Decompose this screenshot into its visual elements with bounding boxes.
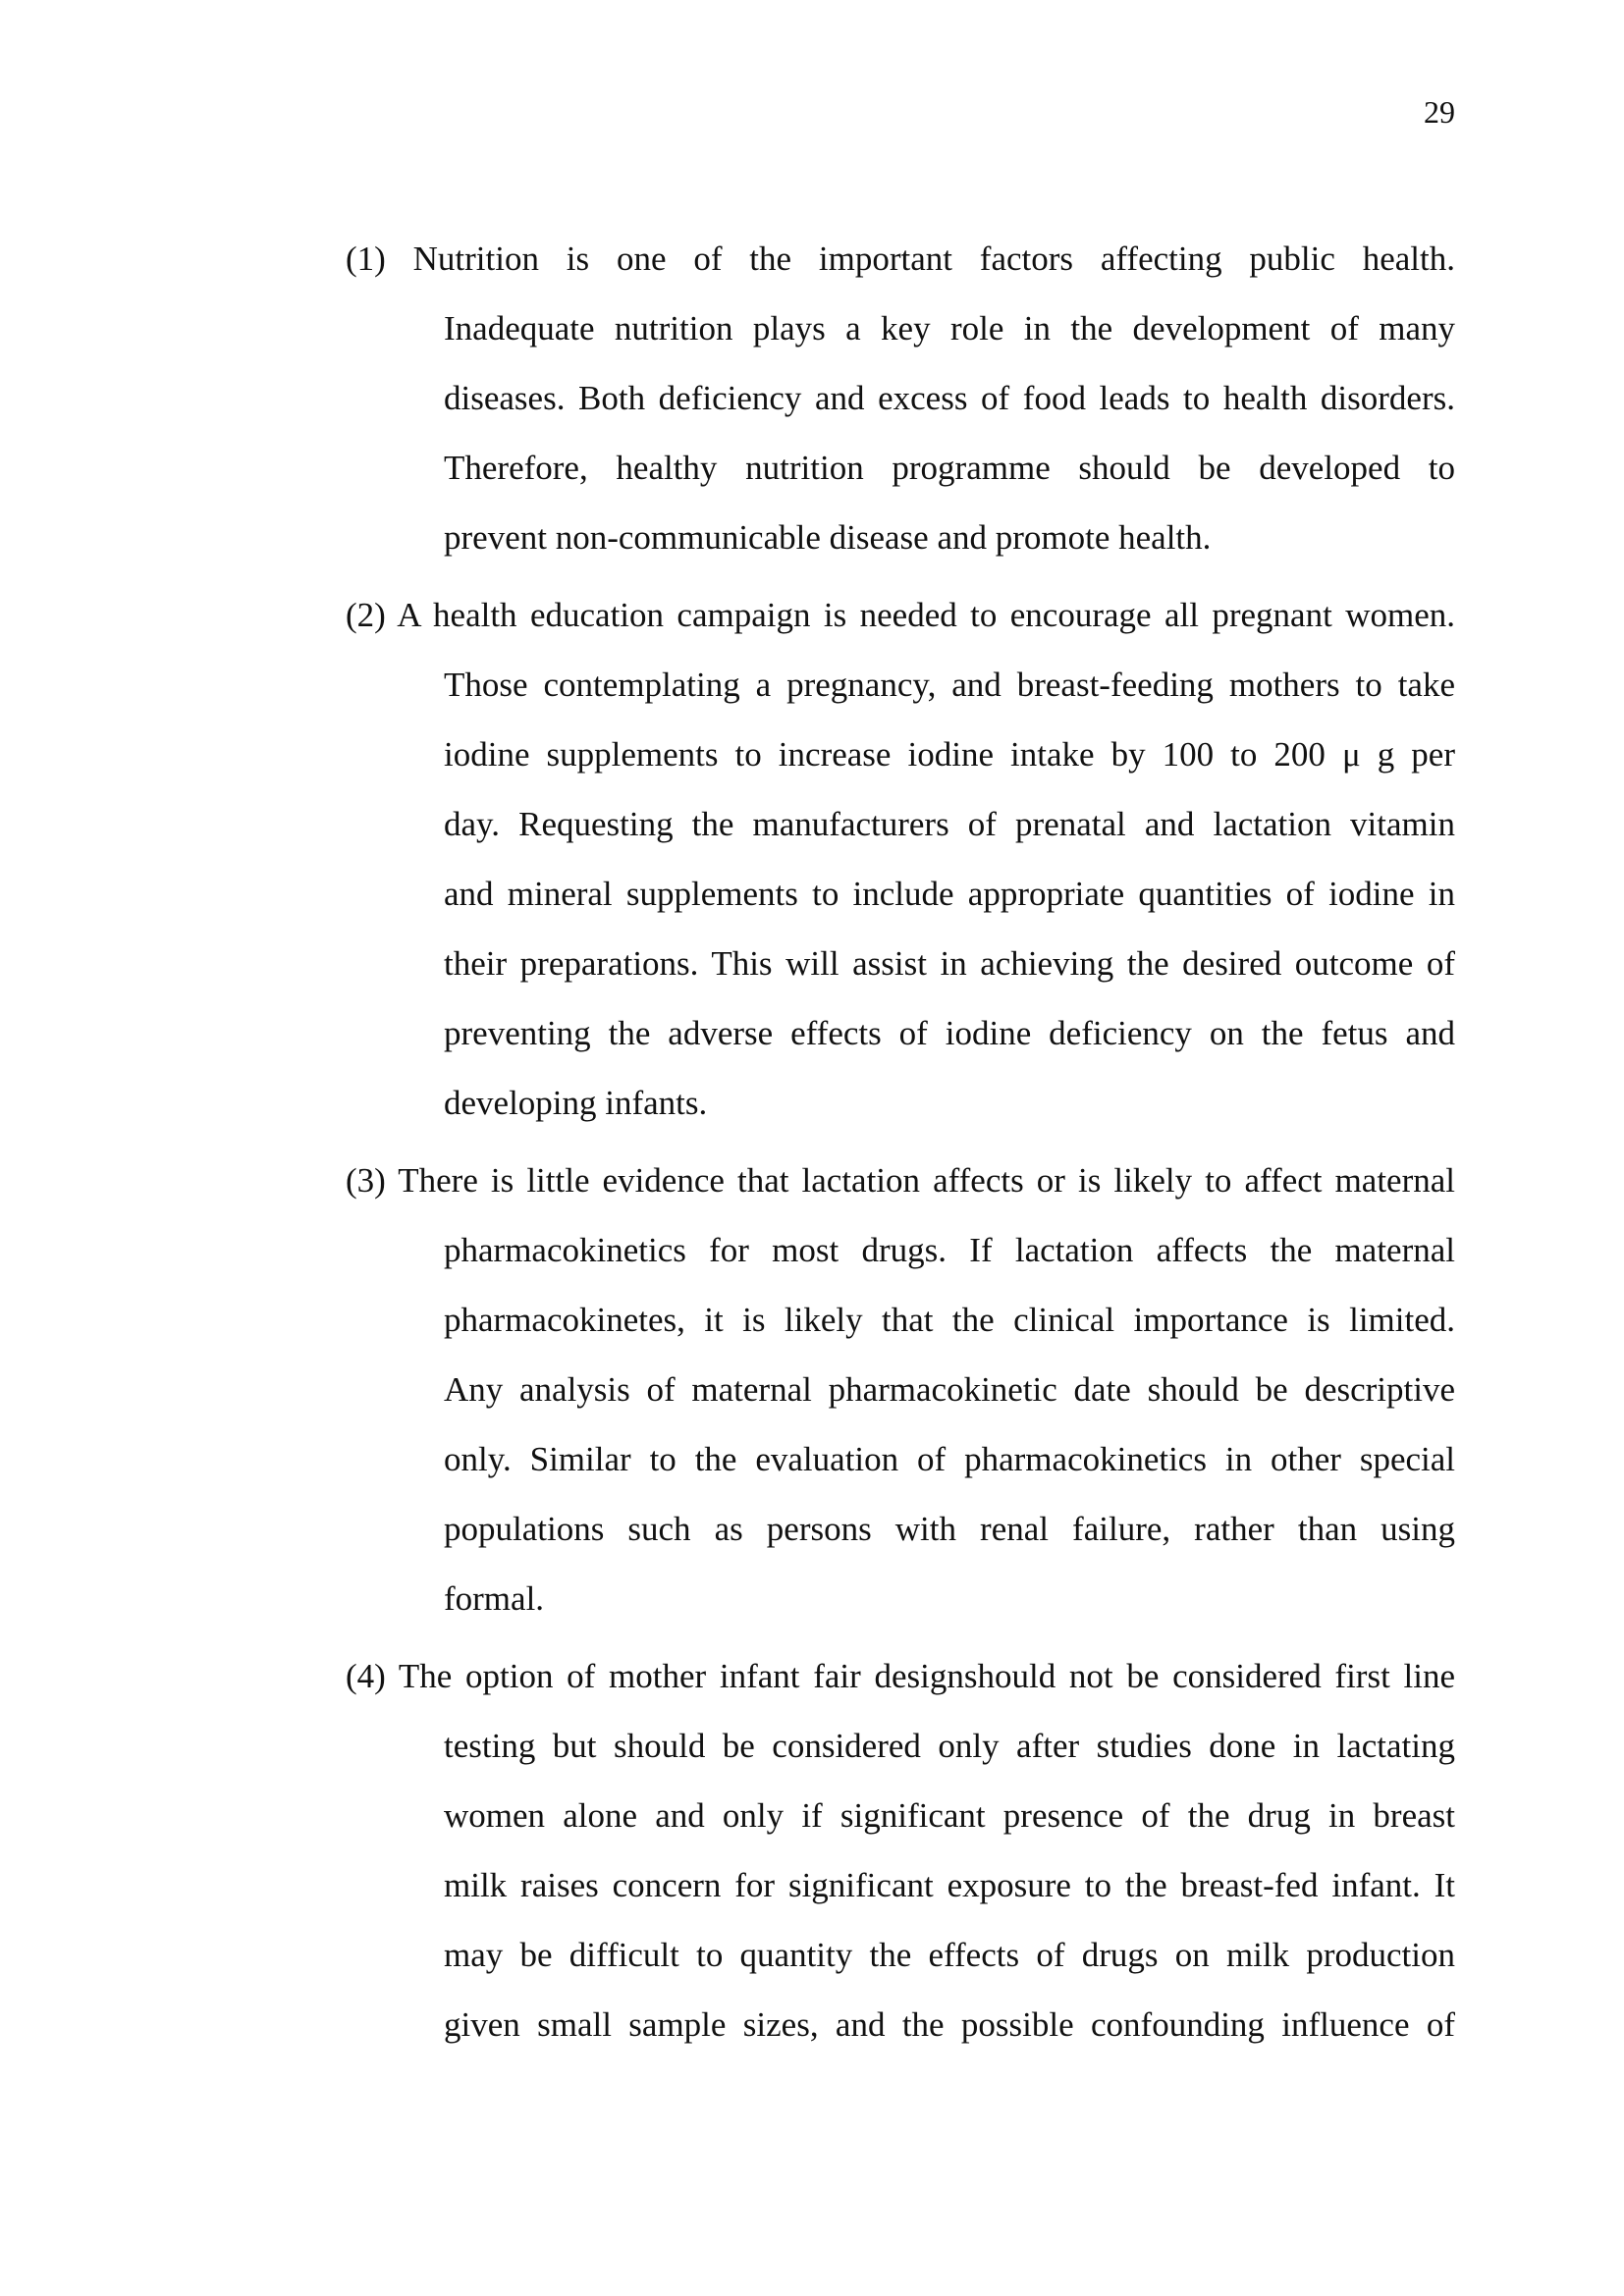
numbered-list: [346, 238, 1455, 2081]
item-3-line-1: (3) There is little evidence that lactation affects or is likely to affect maternal: [346, 1161, 1455, 1200]
item-3-line-4: Any analysis of maternal pharmacokinetic date should be descriptive: [444, 1370, 1455, 1409]
item-3-line-3: pharmacokinetes, it is likely that the clinical importance is limited.: [444, 1301, 1455, 1339]
item-4-line-3: women alone and only if significant presence of the drug in breast: [444, 1796, 1455, 1835]
list-item-2: [346, 594, 1455, 1151]
item-4-line-6: given small sample sizes, and the possible confounding influence of: [444, 2005, 1455, 2044]
list-item-1: [346, 238, 1455, 586]
item-2-line-4: day. Requesting the manufacturers of prenatal and lactation vitamin: [444, 805, 1455, 843]
item-2-line-1: (2) A health education campaign is needed to encourage all pregnant women.: [346, 596, 1455, 634]
item-4-line-2: testing but should be considered only after studies done in lactating: [444, 1727, 1455, 1765]
item-3-line-7: formal.: [444, 1579, 545, 1618]
item-1-line-1: (1) Nutrition is one of the important factors affecting public health.: [346, 240, 1455, 278]
item-4-line-1: (4) The option of mother infant fair designshould not be considered first line: [346, 1657, 1455, 1695]
item-3-line-6: populations such as persons with renal failure, rather than using: [444, 1510, 1455, 1548]
list-item-4: [346, 1655, 1455, 2073]
item-4-line-5: may be difficult to quantity the effects of drugs on milk production: [444, 1936, 1455, 1974]
item-2-line-8: developing infants.: [444, 1084, 708, 1122]
item-1-line-5: prevent non-communicable disease and promote health.: [444, 518, 1212, 557]
item-1-line-2: Inadequate nutrition plays a key role in the development of many: [444, 309, 1455, 347]
item-2-line-3: iodine supplements to increase iodine intake by 100 to 200 μ g per: [444, 735, 1455, 774]
item-2-line-5: and mineral supplements to include appropriate quantities of iodine in: [444, 875, 1455, 913]
item-1-line-4: Therefore, healthy nutrition programme should be developed to: [444, 449, 1455, 487]
item-4-line-4: milk raises concern for significant exposure to the breast-fed infant. It: [444, 1866, 1455, 1904]
item-2-line-7: preventing the adverse effects of iodine deficiency on the fetus and: [444, 1014, 1455, 1052]
item-2-line-2: Those contemplating a pregnancy, and breast-feeding mothers to take: [444, 666, 1455, 704]
item-1-line-3: diseases. Both deficiency and excess of food leads to health disorders.: [444, 379, 1455, 417]
item-3-line-5: only. Similar to the evaluation of pharmacokinetics in other special: [444, 1440, 1455, 1478]
item-3-line-2: pharmacokinetics for most drugs. If lactation affects the maternal: [444, 1231, 1455, 1269]
item-2-line-6: their preparations. This will assist in achieving the desired outcome of: [444, 944, 1455, 983]
page-number: 29: [1424, 94, 1455, 130]
list-item-3: [346, 1159, 1455, 1647]
